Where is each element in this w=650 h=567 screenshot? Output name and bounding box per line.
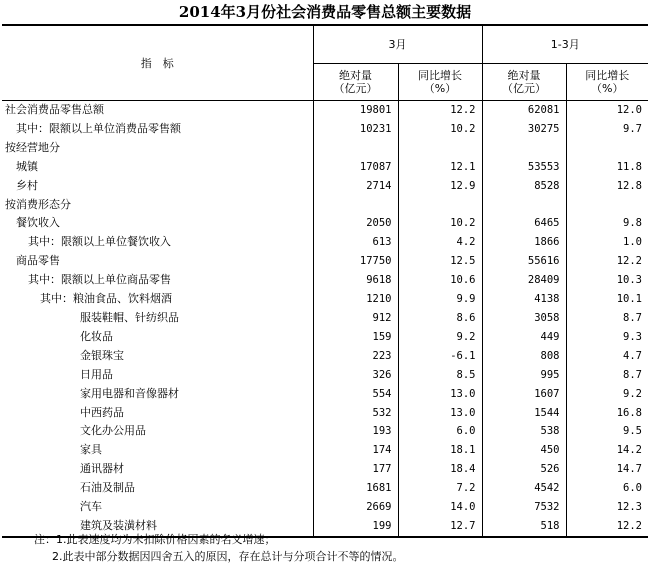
march-growth-value: 12.1 — [398, 158, 482, 177]
march-growth-value: 7.2 — [398, 479, 482, 498]
q1-growth-value: 9.3 — [566, 328, 648, 347]
q1-growth-value: 9.5 — [566, 422, 648, 441]
q1-abs-value: 518 — [482, 517, 566, 537]
q1-abs-value — [482, 139, 566, 158]
q1-abs-value: 62081 — [482, 101, 566, 120]
march-abs-value: 326 — [372, 368, 392, 381]
q1-growth-value: 10.1 — [566, 290, 648, 309]
q1-growth-value: 6.0 — [566, 479, 648, 498]
q1-growth-value: 4.7 — [566, 347, 648, 366]
march-growth-value: 10.2 — [398, 214, 482, 233]
row-label: 其中：粮油食品、饮料烟酒 — [2, 290, 313, 309]
row-label: 其中：限额以上单位餐饮收入 — [2, 233, 313, 252]
table-row — [2, 233, 648, 252]
march-abs-value: 1681 — [366, 482, 392, 495]
march-abs-value: 10231 — [359, 122, 392, 135]
q1-abs-value: 449 — [482, 328, 566, 347]
march-growth-value: 10.6 — [398, 271, 482, 290]
row-label: 中西药品 — [2, 404, 313, 423]
q1-abs-value: 3058 — [482, 309, 566, 328]
q1-growth-value: 12.8 — [566, 177, 648, 196]
march-abs-header — [313, 64, 398, 101]
q1-growth-value — [566, 139, 648, 158]
table-row — [2, 214, 648, 233]
q1-abs-value: 53553 — [482, 158, 566, 177]
row-label: 家具 — [2, 441, 313, 460]
abs-label: 绝对量 — [507, 69, 541, 82]
row-label: 化妆品 — [2, 328, 313, 347]
period-q1-header: 1-3月 — [482, 25, 648, 64]
row-label: 社会消费品零售总额 — [2, 101, 313, 120]
march-abs-value: 17750 — [359, 255, 392, 268]
table-row — [2, 196, 648, 215]
march-growth-value: 9.2 — [398, 328, 482, 347]
q1-abs-value: 7532 — [482, 498, 566, 517]
march-abs-value: 223 — [372, 349, 392, 362]
march-growth-value: 13.0 — [398, 404, 482, 423]
march-abs-value: 2714 — [366, 179, 392, 192]
row-label: 按经营地分 — [2, 139, 313, 158]
note-1: 注：1.此表速度均为未扣除价格因素的名义增速； — [34, 533, 276, 546]
table-notes — [34, 531, 404, 565]
row-label: 其中：限额以上单位消费品零售额 — [2, 120, 313, 139]
table-row — [2, 441, 648, 460]
march-abs-value: 17087 — [359, 160, 392, 173]
q1-growth-value: 12.0 — [566, 101, 648, 120]
q1-growth-value: 11.8 — [566, 158, 648, 177]
march-abs-value — [313, 196, 398, 215]
note-2: 2.此表中部分数据因四舍五入的原因，存在总计与分项合计不等的情况。 — [52, 550, 404, 563]
q1-growth-value: 10.3 — [566, 271, 648, 290]
march-growth-value: 14.0 — [398, 498, 482, 517]
table-row — [2, 158, 648, 177]
march-growth-value: 9.9 — [398, 290, 482, 309]
table-row — [2, 347, 648, 366]
q1-abs-header — [482, 64, 566, 101]
q1-growth-value: 8.7 — [566, 309, 648, 328]
q1-abs-value: 1607 — [482, 385, 566, 404]
q1-abs-value: 8528 — [482, 177, 566, 196]
march-growth-value: 12.5 — [398, 252, 482, 271]
table-row — [2, 328, 648, 347]
table-row — [2, 460, 648, 479]
q1-abs-value: 6465 — [482, 214, 566, 233]
row-label: 餐饮收入 — [2, 214, 313, 233]
q1-growth-value: 12.2 — [566, 252, 648, 271]
table-row — [2, 290, 648, 309]
march-abs-value: 1210 — [366, 293, 392, 306]
march-abs-value: 554 — [372, 387, 392, 400]
march-growth-value — [398, 139, 482, 158]
march-growth-value: 6.0 — [398, 422, 482, 441]
table-row — [2, 404, 648, 423]
march-growth-header — [398, 64, 482, 101]
q1-abs-value: 526 — [482, 460, 566, 479]
row-label: 乡村 — [2, 177, 313, 196]
row-label: 文化办公用品 — [2, 422, 313, 441]
q1-abs-value: 450 — [482, 441, 566, 460]
abs-label: 绝对量 — [339, 69, 372, 82]
growth-unit: （%） — [423, 82, 457, 95]
table-row — [2, 385, 648, 404]
table-title: 2014年3月份社会消费品零售总额主要数据 — [178, 3, 472, 21]
table-row — [2, 271, 648, 290]
march-growth-value: 4.2 — [398, 233, 482, 252]
march-abs-value: 2050 — [366, 217, 392, 230]
table-row — [2, 366, 648, 385]
march-abs-value: 613 — [372, 236, 392, 249]
row-label: 按消费形态分 — [2, 196, 313, 215]
row-label: 汽车 — [2, 498, 313, 517]
march-abs-value: 193 — [372, 425, 392, 438]
march-growth-value: 10.2 — [398, 120, 482, 139]
q1-abs-value: 55616 — [482, 252, 566, 271]
table-row — [2, 120, 648, 139]
march-growth-value: -6.1 — [398, 347, 482, 366]
row-label: 家用电器和音像器材 — [2, 385, 313, 404]
q1-growth-value: 12.2 — [566, 517, 648, 537]
march-abs-value: 912 — [372, 311, 392, 324]
march-growth-value: 18.1 — [398, 441, 482, 460]
q1-abs-value: 538 — [482, 422, 566, 441]
march-abs-value: 9618 — [366, 274, 392, 287]
table-row — [2, 479, 648, 498]
march-abs-value: 177 — [372, 463, 392, 476]
period-march-header: 3月 — [313, 25, 482, 64]
table-row — [2, 498, 648, 517]
table-row — [2, 422, 648, 441]
q1-abs-value: 28409 — [482, 271, 566, 290]
march-abs-value: 19801 — [359, 104, 392, 116]
q1-growth-value: 14.7 — [566, 460, 648, 479]
row-label: 金银珠宝 — [2, 347, 313, 366]
table-row — [2, 252, 648, 271]
q1-abs-value: 1544 — [482, 404, 566, 423]
indicator-header: 指 标 — [2, 25, 313, 101]
growth-unit: （%） — [591, 82, 624, 95]
growth-label: 同比增长 — [585, 69, 630, 82]
march-growth-value: 8.6 — [398, 309, 482, 328]
q1-growth-value: 1.0 — [566, 233, 648, 252]
table-row — [2, 101, 648, 120]
row-label: 日用品 — [2, 366, 313, 385]
row-label: 商品零售 — [2, 252, 313, 271]
march-growth-value: 12.7 — [398, 517, 482, 537]
row-label: 石油及制品 — [2, 479, 313, 498]
q1-abs-value: 808 — [482, 347, 566, 366]
march-growth-value: 12.9 — [398, 177, 482, 196]
retail-sales-table — [2, 24, 648, 538]
q1-abs-value: 1866 — [482, 233, 566, 252]
march-abs-value: 199 — [313, 517, 398, 537]
march-growth-value: 12.2 — [398, 101, 482, 120]
row-label: 城镇 — [2, 158, 313, 177]
row-label: 建筑及装潢材料 — [2, 517, 313, 537]
q1-abs-value: 4542 — [482, 479, 566, 498]
q1-abs-value: 30275 — [482, 120, 566, 139]
march-abs-value: 2669 — [366, 501, 392, 514]
q1-growth-value: 16.8 — [566, 404, 648, 423]
q1-growth-value: 14.2 — [566, 441, 648, 460]
table-row — [2, 177, 648, 196]
q1-growth-value: 8.7 — [566, 366, 648, 385]
abs-unit: （亿元） — [333, 82, 378, 95]
march-abs-value: 532 — [372, 406, 392, 419]
row-label: 其中：限额以上单位商品零售 — [2, 271, 313, 290]
table-row — [2, 139, 648, 158]
march-growth-value: 8.5 — [398, 366, 482, 385]
march-abs-value: 159 — [372, 330, 392, 343]
q1-growth-value: 12.3 — [566, 498, 648, 517]
march-growth-value: 13.0 — [398, 385, 482, 404]
q1-growth-value — [566, 196, 648, 215]
q1-growth-value: 9.2 — [566, 385, 648, 404]
q1-abs-value: 995 — [482, 366, 566, 385]
q1-abs-value — [482, 196, 566, 215]
q1-abs-value: 4138 — [482, 290, 566, 309]
abs-unit: （亿元） — [502, 82, 546, 95]
row-label: 通讯器材 — [2, 460, 313, 479]
march-abs-value — [313, 139, 398, 158]
march-abs-value: 174 — [372, 444, 392, 457]
march-growth-value: 18.4 — [398, 460, 482, 479]
q1-growth-header — [566, 64, 648, 101]
growth-label: 同比增长 — [418, 69, 462, 82]
q1-growth-value: 9.7 — [566, 120, 648, 139]
march-growth-value — [398, 196, 482, 215]
row-label: 服装鞋帽、针纺织品 — [2, 309, 313, 328]
q1-growth-value: 9.8 — [566, 214, 648, 233]
table-row — [2, 309, 648, 328]
